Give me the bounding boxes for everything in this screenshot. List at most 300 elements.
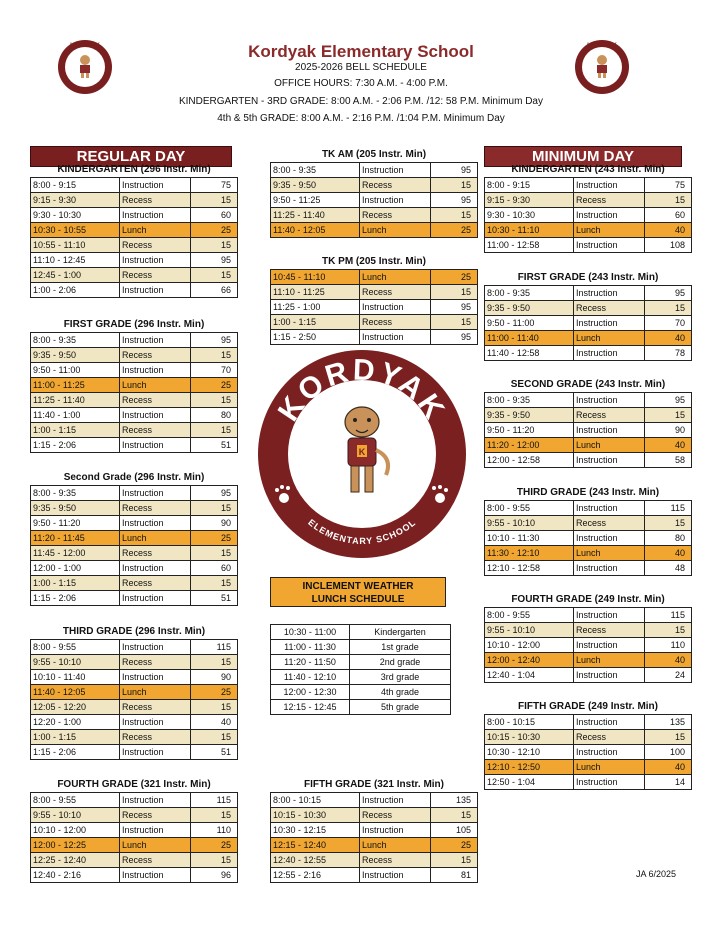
minutes-cell: 40 — [645, 331, 692, 346]
table-row — [485, 760, 692, 775]
time-cell: 11:00 - 11:30 — [271, 640, 350, 655]
time-cell: 9:50 - 11:00 — [31, 363, 120, 378]
minutes-cell: 81 — [431, 868, 478, 883]
minutes-cell: 90 — [191, 516, 238, 531]
activity-cell: Instruction — [574, 608, 645, 623]
minimum-schedule-block — [484, 378, 692, 468]
table-row — [31, 868, 238, 883]
schedule-heading: FOURTH GRADE (249 Instr. Min) — [511, 594, 665, 605]
table-row — [31, 208, 238, 223]
activity-cell: Recess — [120, 393, 191, 408]
minutes-cell: 15 — [431, 808, 478, 823]
table-row — [485, 668, 692, 683]
activity-cell: Recess — [360, 208, 431, 223]
minutes-cell: 135 — [431, 793, 478, 808]
table-row — [271, 300, 478, 315]
table-row — [31, 838, 238, 853]
activity-cell: Instruction — [574, 316, 645, 331]
activity-cell: Instruction — [120, 253, 191, 268]
time-cell: 12:10 - 12:50 — [485, 760, 574, 775]
activity-cell: Recess — [120, 853, 191, 868]
table-row — [31, 253, 238, 268]
schedule-heading: FOURTH GRADE (321 Instr. Min) — [57, 779, 211, 790]
activity-cell: Instruction — [120, 561, 191, 576]
time-cell: 12:00 - 12:25 — [31, 838, 120, 853]
minimum-schedule-block — [484, 486, 692, 576]
regular-schedule-block — [30, 778, 238, 883]
table-row — [31, 223, 238, 238]
minutes-cell: 66 — [191, 283, 238, 298]
table-row — [485, 745, 692, 760]
activity-cell: Recess — [360, 285, 431, 300]
school-logo-right-icon: KORDYAK — [575, 40, 629, 94]
schedule-table — [270, 269, 478, 345]
table-row — [31, 438, 238, 453]
minutes-cell: 15 — [191, 700, 238, 715]
minutes-cell: 100 — [645, 745, 692, 760]
minutes-cell: 110 — [645, 638, 692, 653]
minutes-cell: 95 — [431, 300, 478, 315]
paw-left-icon — [275, 485, 290, 503]
activity-cell: Instruction — [360, 163, 431, 178]
minutes-cell: 95 — [431, 330, 478, 345]
time-cell: 12:05 - 12:20 — [31, 700, 120, 715]
table-row — [271, 655, 451, 670]
table-row — [271, 625, 451, 640]
regular-schedule-block — [30, 625, 238, 760]
activity-cell: Instruction — [120, 408, 191, 423]
time-cell: 9:35 - 9:50 — [485, 301, 574, 316]
time-cell: 8:00 - 9:15 — [485, 178, 574, 193]
table-row — [485, 638, 692, 653]
time-cell: 11:20 - 11:50 — [271, 655, 350, 670]
table-row — [31, 178, 238, 193]
time-cell: 12:40 - 2:16 — [31, 868, 120, 883]
time-cell: 9:15 - 9:30 — [31, 193, 120, 208]
time-cell: 9:55 - 10:10 — [485, 516, 574, 531]
time-cell: 8:00 - 9:55 — [31, 640, 120, 655]
schedule-year: 2025-2026 BELL SCHEDULE — [295, 62, 427, 73]
4th-5th-hours: 4th & 5th GRADE: 8:00 A.M. - 2:16 P.M. /1:04 P.M. Minimum Day — [217, 113, 505, 124]
minutes-cell: 115 — [645, 608, 692, 623]
activity-cell: Instruction — [360, 823, 431, 838]
minutes-cell: 78 — [645, 346, 692, 361]
grade-cell: 5th grade — [350, 700, 451, 715]
table-row — [485, 238, 692, 253]
middle-schedule-block — [270, 255, 478, 345]
table-row — [31, 808, 238, 823]
minutes-cell: 51 — [191, 438, 238, 453]
table-row — [485, 730, 692, 745]
time-cell: 8:00 - 9:35 — [485, 393, 574, 408]
minutes-cell: 58 — [645, 453, 692, 468]
activity-cell: Instruction — [574, 238, 645, 253]
table-row — [271, 838, 478, 853]
table-row — [271, 330, 478, 345]
activity-cell: Instruction — [120, 363, 191, 378]
activity-cell: Lunch — [360, 270, 431, 285]
table-row — [31, 378, 238, 393]
minutes-cell: 15 — [191, 193, 238, 208]
activity-cell: Recess — [120, 700, 191, 715]
minutes-cell: 25 — [431, 270, 478, 285]
minutes-cell: 48 — [645, 561, 692, 576]
table-row — [485, 561, 692, 576]
activity-cell: Recess — [120, 576, 191, 591]
time-cell: 8:00 - 9:35 — [31, 333, 120, 348]
minutes-cell: 15 — [431, 208, 478, 223]
activity-cell: Instruction — [120, 178, 191, 193]
inclement-lunch-table — [270, 624, 451, 715]
table-row — [31, 423, 238, 438]
time-cell: 11:40 - 12:05 — [271, 223, 360, 238]
table-row — [31, 670, 238, 685]
activity-cell: Instruction — [360, 868, 431, 883]
time-cell: 11:40 - 12:05 — [31, 685, 120, 700]
activity-cell: Recess — [360, 178, 431, 193]
minutes-cell: 15 — [191, 423, 238, 438]
schedule-table — [484, 607, 692, 683]
inclement-weather-title: INCLEMENT WEATHER LUNCH SCHEDULE — [270, 577, 446, 607]
activity-cell: Instruction — [574, 775, 645, 790]
time-cell: 8:00 - 9:35 — [485, 286, 574, 301]
activity-cell: Recess — [120, 655, 191, 670]
table-row — [271, 208, 478, 223]
minutes-cell: 108 — [645, 238, 692, 253]
schedule-table — [484, 177, 692, 253]
time-cell: 1:15 - 2:06 — [31, 745, 120, 760]
activity-cell: Instruction — [574, 286, 645, 301]
activity-cell: Lunch — [360, 223, 431, 238]
table-row — [485, 286, 692, 301]
minutes-cell: 70 — [645, 316, 692, 331]
grade-cell: 3rd grade — [350, 670, 451, 685]
regular-schedule-block — [30, 318, 238, 453]
minimum-schedule-block — [484, 163, 692, 253]
table-row — [485, 316, 692, 331]
time-cell: 11:40 - 12:58 — [485, 346, 574, 361]
activity-cell: Instruction — [574, 423, 645, 438]
minutes-cell: 15 — [191, 730, 238, 745]
time-cell: 1:00 - 1:15 — [31, 576, 120, 591]
time-cell: 10:30 - 12:10 — [485, 745, 574, 760]
minutes-cell: 15 — [191, 655, 238, 670]
table-row — [31, 591, 238, 606]
time-cell: 12:25 - 12:40 — [31, 853, 120, 868]
activity-cell: Recess — [120, 808, 191, 823]
minutes-cell: 25 — [191, 378, 238, 393]
minutes-cell: 15 — [191, 393, 238, 408]
minutes-cell: 25 — [191, 838, 238, 853]
time-cell: 11:00 - 12:58 — [485, 238, 574, 253]
table-row — [31, 486, 238, 501]
activity-cell: Instruction — [574, 668, 645, 683]
time-cell: 12:00 - 1:00 — [31, 561, 120, 576]
time-cell: 8:00 - 9:35 — [31, 486, 120, 501]
table-row — [31, 333, 238, 348]
table-row — [31, 700, 238, 715]
time-cell: 11:40 - 12:10 — [271, 670, 350, 685]
schedule-table — [484, 714, 692, 790]
time-cell: 9:35 - 9:50 — [271, 178, 360, 193]
activity-cell: Recess — [120, 546, 191, 561]
time-cell: 9:35 - 9:50 — [31, 501, 120, 516]
schedule-heading: KINDERGARTEN (296 Instr. Min) — [57, 164, 211, 175]
table-row — [31, 745, 238, 760]
activity-cell: Instruction — [120, 333, 191, 348]
activity-cell: Instruction — [120, 486, 191, 501]
logo-name-text: KORDYAK — [271, 353, 453, 428]
time-cell: 9:30 - 10:30 — [485, 208, 574, 223]
school-mascot-logo-icon — [258, 350, 466, 558]
table-row — [31, 393, 238, 408]
time-cell: 9:50 - 11:20 — [485, 423, 574, 438]
time-cell: 9:35 - 9:50 — [485, 408, 574, 423]
time-cell: 8:00 - 9:15 — [31, 178, 120, 193]
activity-cell: Lunch — [120, 531, 191, 546]
activity-cell: Instruction — [120, 591, 191, 606]
time-cell: 9:50 - 11:20 — [31, 516, 120, 531]
time-cell: 10:30 - 10:55 — [31, 223, 120, 238]
table-row — [31, 283, 238, 298]
activity-cell: Recess — [120, 730, 191, 745]
time-cell: 1:15 - 2:50 — [271, 330, 360, 345]
paw-right-icon — [432, 485, 448, 503]
table-row — [485, 423, 692, 438]
table-row — [31, 793, 238, 808]
time-cell: 11:25 - 1:00 — [271, 300, 360, 315]
school-title: Kordyak Elementary School — [248, 42, 474, 61]
time-cell: 9:55 - 10:10 — [485, 623, 574, 638]
table-row — [271, 808, 478, 823]
table-row — [31, 501, 238, 516]
minutes-cell: 15 — [431, 315, 478, 330]
time-cell: 8:00 - 10:15 — [485, 715, 574, 730]
activity-cell: Recess — [574, 408, 645, 423]
activity-cell: Instruction — [360, 793, 431, 808]
time-cell: 11:40 - 1:00 — [31, 408, 120, 423]
time-cell: 1:15 - 2:06 — [31, 591, 120, 606]
activity-cell: Instruction — [574, 208, 645, 223]
time-cell: 10:30 - 11:10 — [485, 223, 574, 238]
minutes-cell: 15 — [645, 193, 692, 208]
table-row — [485, 301, 692, 316]
table-row — [31, 715, 238, 730]
schedule-table — [484, 392, 692, 468]
table-row — [31, 576, 238, 591]
minimum-schedule-block — [484, 593, 692, 683]
time-cell: 10:10 - 12:00 — [485, 638, 574, 653]
minutes-cell: 51 — [191, 745, 238, 760]
minutes-cell: 15 — [431, 178, 478, 193]
schedule-table — [270, 162, 478, 238]
table-row — [271, 315, 478, 330]
minutes-cell: 95 — [191, 253, 238, 268]
time-cell: 11:10 - 11:25 — [271, 285, 360, 300]
schedule-heading: TK AM (205 Instr. Min) — [321, 149, 427, 160]
time-cell: 10:55 - 11:10 — [31, 238, 120, 253]
table-row — [31, 363, 238, 378]
minutes-cell: 60 — [191, 561, 238, 576]
minutes-cell: 25 — [191, 531, 238, 546]
table-row — [485, 438, 692, 453]
minimum-schedule-block — [484, 271, 692, 361]
activity-cell: Instruction — [360, 193, 431, 208]
activity-cell: Instruction — [120, 823, 191, 838]
kinder-3rd-hours: KINDERGARTEN - 3RD GRADE: 8:00 A.M. - 2:06 P.M. /12: 58 P.M. Minimum Day — [178, 96, 543, 107]
activity-cell: Instruction — [574, 453, 645, 468]
minutes-cell: 15 — [191, 238, 238, 253]
minutes-cell: 115 — [191, 640, 238, 655]
schedule-heading: FIRST GRADE (243 Instr. Min) — [517, 272, 659, 283]
table-row — [271, 670, 451, 685]
schedule-table — [30, 639, 238, 760]
minutes-cell: 95 — [191, 333, 238, 348]
time-cell: 12:50 - 1:04 — [485, 775, 574, 790]
schedule-heading: TK PM (205 Instr. Min) — [322, 256, 426, 267]
minutes-cell: 96 — [191, 868, 238, 883]
table-row — [485, 608, 692, 623]
time-cell: 9:15 - 9:30 — [485, 193, 574, 208]
minutes-cell: 115 — [645, 501, 692, 516]
activity-cell: Recess — [574, 301, 645, 316]
time-cell: 10:30 - 12:15 — [271, 823, 360, 838]
minutes-cell: 110 — [191, 823, 238, 838]
minutes-cell: 75 — [645, 178, 692, 193]
minutes-cell: 15 — [431, 285, 478, 300]
time-cell: 12:10 - 12:58 — [485, 561, 574, 576]
minutes-cell: 15 — [191, 546, 238, 561]
table-row — [485, 516, 692, 531]
time-cell: 12:00 - 12:58 — [485, 453, 574, 468]
activity-cell: Recess — [574, 730, 645, 745]
schedule-heading: FIFTH GRADE (249 Instr. Min) — [517, 701, 658, 712]
table-row — [31, 685, 238, 700]
table-row — [271, 223, 478, 238]
minutes-cell: 15 — [191, 348, 238, 363]
minutes-cell: 95 — [431, 193, 478, 208]
time-cell: 12:40 - 1:04 — [485, 668, 574, 683]
time-cell: 12:00 - 12:30 — [271, 685, 350, 700]
table-row — [485, 715, 692, 730]
activity-cell: Recess — [120, 501, 191, 516]
office-hours: OFFICE HOURS: 7:30 A.M. - 4:00 P.M. — [274, 78, 448, 89]
minutes-cell: 90 — [191, 670, 238, 685]
cougar-mascot-icon — [345, 407, 388, 492]
table-row — [31, 238, 238, 253]
table-row — [271, 193, 478, 208]
minutes-cell: 25 — [431, 838, 478, 853]
minutes-cell: 105 — [431, 823, 478, 838]
activity-cell: Instruction — [360, 330, 431, 345]
activity-cell: Instruction — [574, 531, 645, 546]
activity-cell: Instruction — [574, 178, 645, 193]
time-cell: 12:00 - 12:40 — [485, 653, 574, 668]
minutes-cell: 80 — [191, 408, 238, 423]
activity-cell: Lunch — [574, 653, 645, 668]
time-cell: 9:55 - 10:10 — [31, 655, 120, 670]
activity-cell: Lunch — [360, 838, 431, 853]
minutes-cell: 25 — [431, 223, 478, 238]
table-row — [485, 208, 692, 223]
time-cell: 9:55 - 10:10 — [31, 808, 120, 823]
minutes-cell: 40 — [191, 715, 238, 730]
minutes-cell: 40 — [645, 653, 692, 668]
minutes-cell: 15 — [431, 853, 478, 868]
regular-day-banner: REGULAR DAY — [30, 146, 232, 167]
activity-cell: Lunch — [120, 838, 191, 853]
table-row — [31, 408, 238, 423]
grade-cell: Kindergarten — [350, 625, 451, 640]
minutes-cell: 40 — [645, 760, 692, 775]
svg-text:K: K — [358, 447, 366, 457]
table-row — [31, 531, 238, 546]
table-row — [271, 853, 478, 868]
table-row — [31, 348, 238, 363]
activity-cell: Recess — [360, 315, 431, 330]
minutes-cell: 75 — [191, 178, 238, 193]
activity-cell: Instruction — [574, 745, 645, 760]
table-row — [485, 775, 692, 790]
time-cell: 10:10 - 11:40 — [31, 670, 120, 685]
table-row — [271, 163, 478, 178]
table-row — [31, 561, 238, 576]
activity-cell: Recess — [574, 516, 645, 531]
table-row — [31, 640, 238, 655]
schedule-heading: Second Grade (296 Instr. Min) — [63, 472, 205, 483]
table-row — [485, 453, 692, 468]
activity-cell: Instruction — [120, 283, 191, 298]
time-cell: 9:50 - 11:25 — [271, 193, 360, 208]
activity-cell: Lunch — [120, 685, 191, 700]
activity-cell: Lunch — [574, 438, 645, 453]
activity-cell: Instruction — [120, 715, 191, 730]
minutes-cell: 95 — [645, 393, 692, 408]
regular-schedule-block — [30, 163, 238, 298]
activity-cell: Instruction — [574, 501, 645, 516]
time-cell: 10:10 - 11:30 — [485, 531, 574, 546]
table-row — [271, 868, 478, 883]
activity-cell: Recess — [360, 808, 431, 823]
time-cell: 12:45 - 1:00 — [31, 268, 120, 283]
school-logo-left-icon: KORDYAK — [58, 40, 112, 94]
minutes-cell: 25 — [191, 685, 238, 700]
schedule-heading: SECOND GRADE (243 Instr. Min) — [510, 379, 666, 390]
table-row — [485, 501, 692, 516]
minutes-cell: 40 — [645, 223, 692, 238]
table-row — [485, 193, 692, 208]
schedule-table — [30, 792, 238, 883]
schedule-table — [30, 332, 238, 453]
time-cell: 12:20 - 1:00 — [31, 715, 120, 730]
table-row — [485, 223, 692, 238]
activity-cell: Instruction — [120, 640, 191, 655]
table-row — [271, 793, 478, 808]
table-row — [31, 516, 238, 531]
activity-cell: Recess — [120, 268, 191, 283]
minutes-cell: 15 — [191, 268, 238, 283]
schedule-table — [270, 792, 478, 883]
minutes-cell: 90 — [645, 423, 692, 438]
time-cell: 11:25 - 11:40 — [31, 393, 120, 408]
schedule-heading: THIRD GRADE (296 Instr. Min) — [62, 626, 206, 637]
time-cell: 8:00 - 9:55 — [485, 501, 574, 516]
activity-cell: Instruction — [574, 346, 645, 361]
activity-cell: Instruction — [120, 868, 191, 883]
table-row — [271, 270, 478, 285]
minutes-cell: 80 — [645, 531, 692, 546]
minutes-cell: 25 — [191, 223, 238, 238]
